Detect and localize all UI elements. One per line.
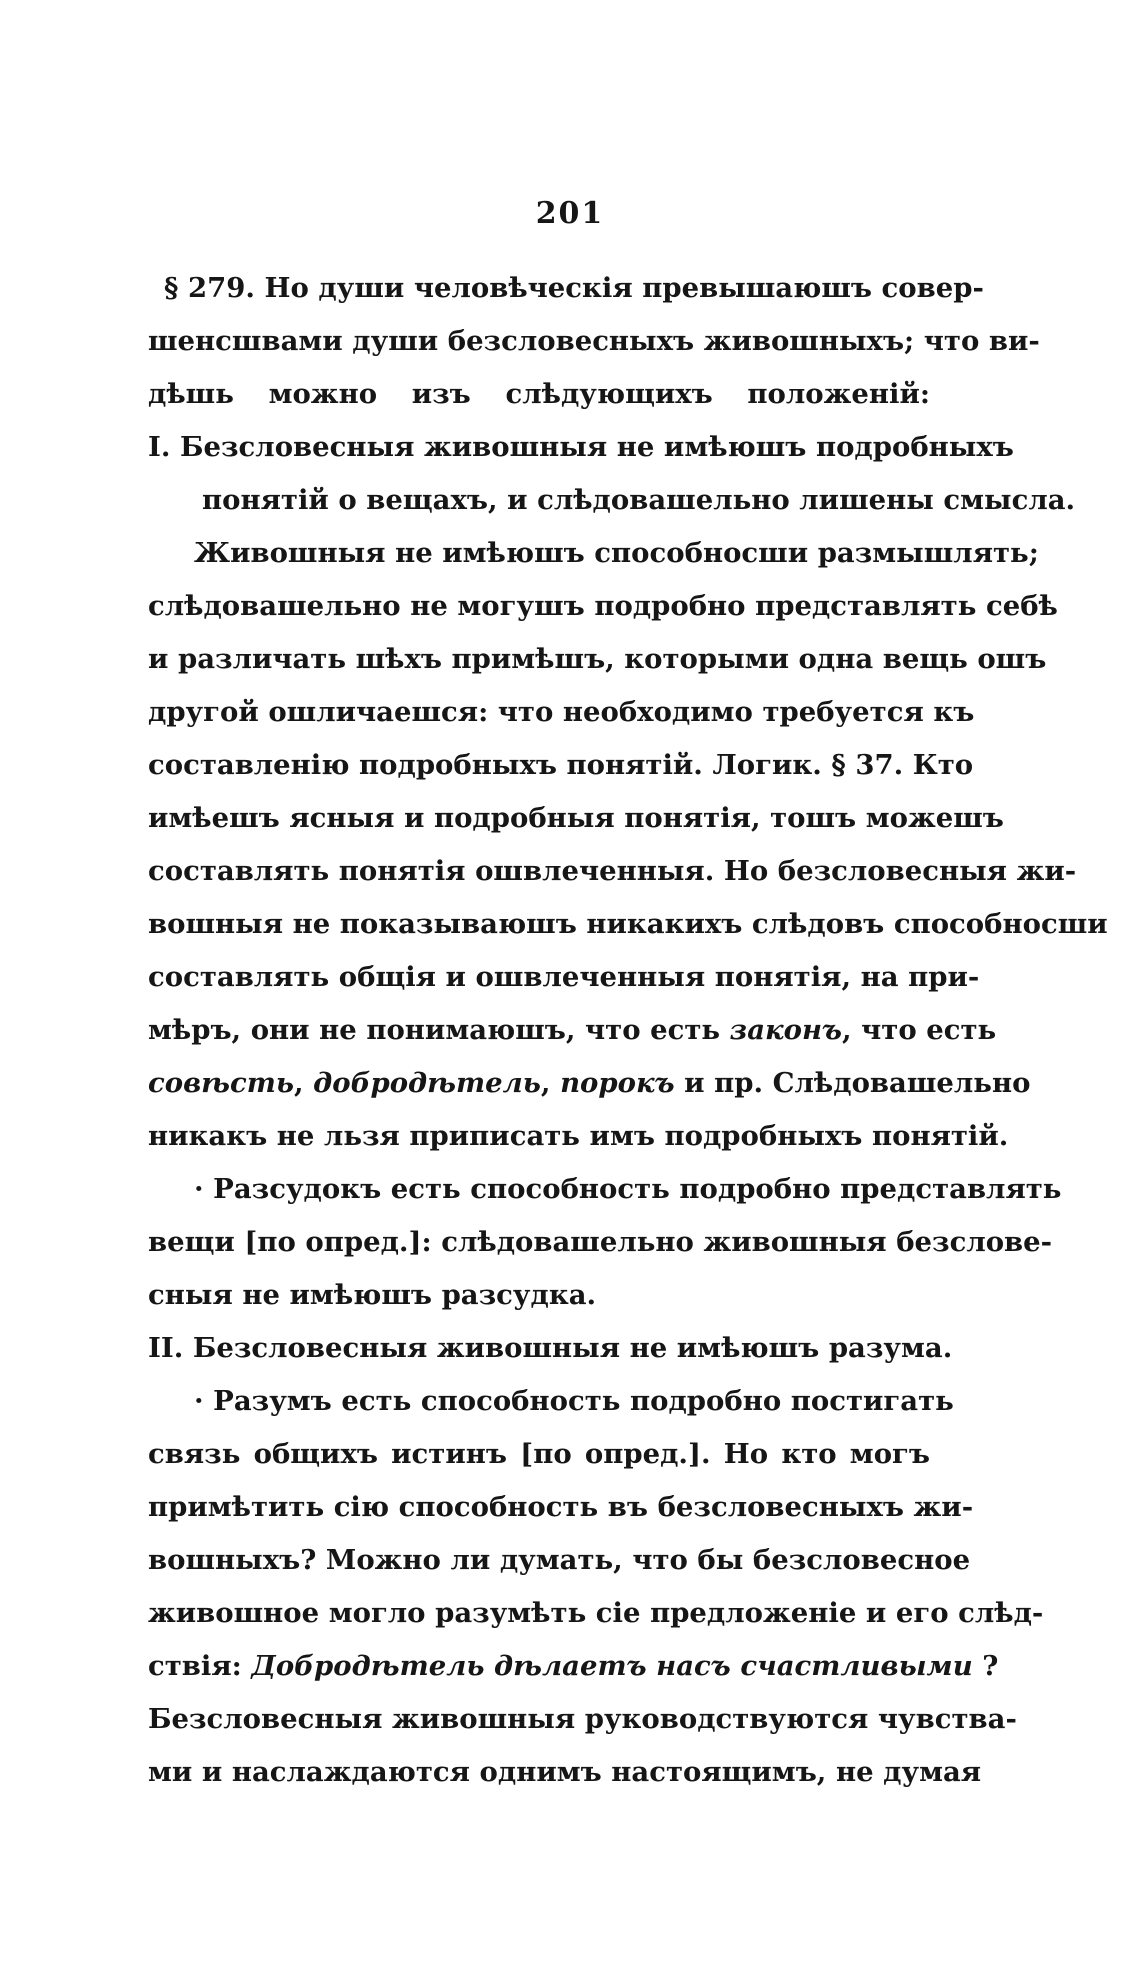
text-segment: I. Безсловесныя живошныя не имѣюшъ подробныхъ [148, 431, 1014, 463]
text-segment: вошныхъ? Можно ли думать, что бы безсловесное [148, 1544, 971, 1576]
text-segment: мѣръ, они не понимаюшъ, что есть [148, 1014, 730, 1046]
text-segment: вошныя не показываюшъ никакихъ слѣдовъ способносши [148, 908, 1108, 940]
text-segment: Живошныя не имѣюшъ способносши размышлять; [194, 537, 1039, 569]
text-line [148, 633, 1047, 686]
text-segment: имѣешъ ясныя и подробныя понятія, тошъ можешъ [148, 802, 1004, 834]
text-segment: слѣдовашельно не могушъ подробно представлять себѣ [148, 590, 1058, 622]
text-segment: живошное могло разумѣть сіе предложеніе и его слѣд- [148, 1597, 1044, 1629]
text-line [148, 1428, 930, 1481]
text-segment: и различать шѣхъ примѣшъ, которыми одна вещь ошъ [148, 643, 1047, 675]
text-segment: § 279. Но души человѣческія превышаюшъ совер- [164, 272, 984, 304]
text-segment: , [540, 1067, 561, 1099]
italic-term: Добродѣтель дѣлаетъ насъ счастливыми [251, 1650, 973, 1682]
text-line [148, 1110, 1009, 1163]
text-line [148, 1269, 930, 1322]
text-line [148, 951, 980, 1004]
text-line [148, 1587, 1044, 1640]
text-line [148, 1004, 997, 1057]
text-segment: составленію подробныхъ понятій. Логик. § 37. Кто [148, 749, 974, 781]
italic-term: порокъ [560, 1067, 675, 1099]
text-line [148, 1057, 1031, 1110]
text-segment: · Разумъ есть способность подробно постигать [194, 1385, 954, 1417]
text-line [148, 1534, 971, 1587]
text-line [148, 1640, 999, 1693]
text-line [148, 527, 1039, 580]
text-segment: · Разсудокъ есть способность подробно представлять [194, 1173, 1062, 1205]
text-line [148, 474, 1076, 527]
text-segment: составлять понятія ошвлеченныя. Но безсловесныя жи- [148, 855, 1077, 887]
text-line [148, 845, 1077, 898]
text-segment: , [294, 1067, 314, 1099]
text-line [148, 1746, 982, 1799]
text-line [148, 686, 975, 739]
text-line [148, 1163, 1062, 1216]
text-line [148, 898, 1108, 951]
text-segment: примѣтить сію способность въ безсловесныхъ жи- [148, 1491, 974, 1523]
text-line [148, 792, 1004, 845]
text-segment: Безсловесныя живошныя руководствуются чувства- [148, 1703, 1017, 1735]
text-segment: понятій о вещахъ, и слѣдовашельно лишены смысла. [202, 484, 1076, 516]
text-segment: ? [972, 1650, 999, 1682]
text-segment: никакъ не льзя приписать имъ подробныхъ понятій. [148, 1120, 1009, 1152]
text-line [148, 1375, 954, 1428]
text-segment: связь общихъ истинъ [по опред.]. Но кто могъ [148, 1438, 930, 1470]
page-body-text [148, 262, 1108, 1799]
text-segment: составлять общія и ошвлеченныя понятія, на при- [148, 961, 980, 993]
text-segment: ми и наслаждаются однимъ настоящимъ, не думая [148, 1756, 982, 1788]
text-segment: сныя не имѣюшъ разсудка. [148, 1279, 597, 1311]
text-segment: шенсшвами души безсловесныхъ живошныхъ; что ви- [148, 325, 1040, 357]
text-line [148, 315, 1040, 368]
text-line [148, 1481, 974, 1534]
text-segment: , что есть [842, 1014, 997, 1046]
text-segment: и пр. Слѣдовашельно [674, 1067, 1031, 1099]
text-line [148, 262, 984, 315]
italic-term: добродѣтель [313, 1067, 541, 1099]
text-segment: ствія: [148, 1650, 252, 1682]
page-number: 201 [535, 196, 605, 231]
text-line [148, 1322, 953, 1375]
italic-term: законъ [729, 1014, 843, 1046]
text-line [148, 1693, 1017, 1746]
text-line [148, 368, 930, 421]
text-line [148, 421, 1014, 474]
text-segment: дѣшь можно изъ слѣдующихъ положеній: [148, 378, 930, 410]
text-segment: другой ошличаешся: что необходимо требуется къ [148, 696, 975, 728]
text-line [148, 739, 974, 792]
text-segment: II. Безсловесныя живошныя не имѣюшъ разума. [148, 1332, 953, 1364]
text-segment: вещи [по опред.]: слѣдовашельно живошныя безслове- [148, 1226, 1053, 1258]
italic-term: совѣсть [148, 1067, 294, 1099]
text-line [148, 580, 1058, 633]
text-line [148, 1216, 1053, 1269]
